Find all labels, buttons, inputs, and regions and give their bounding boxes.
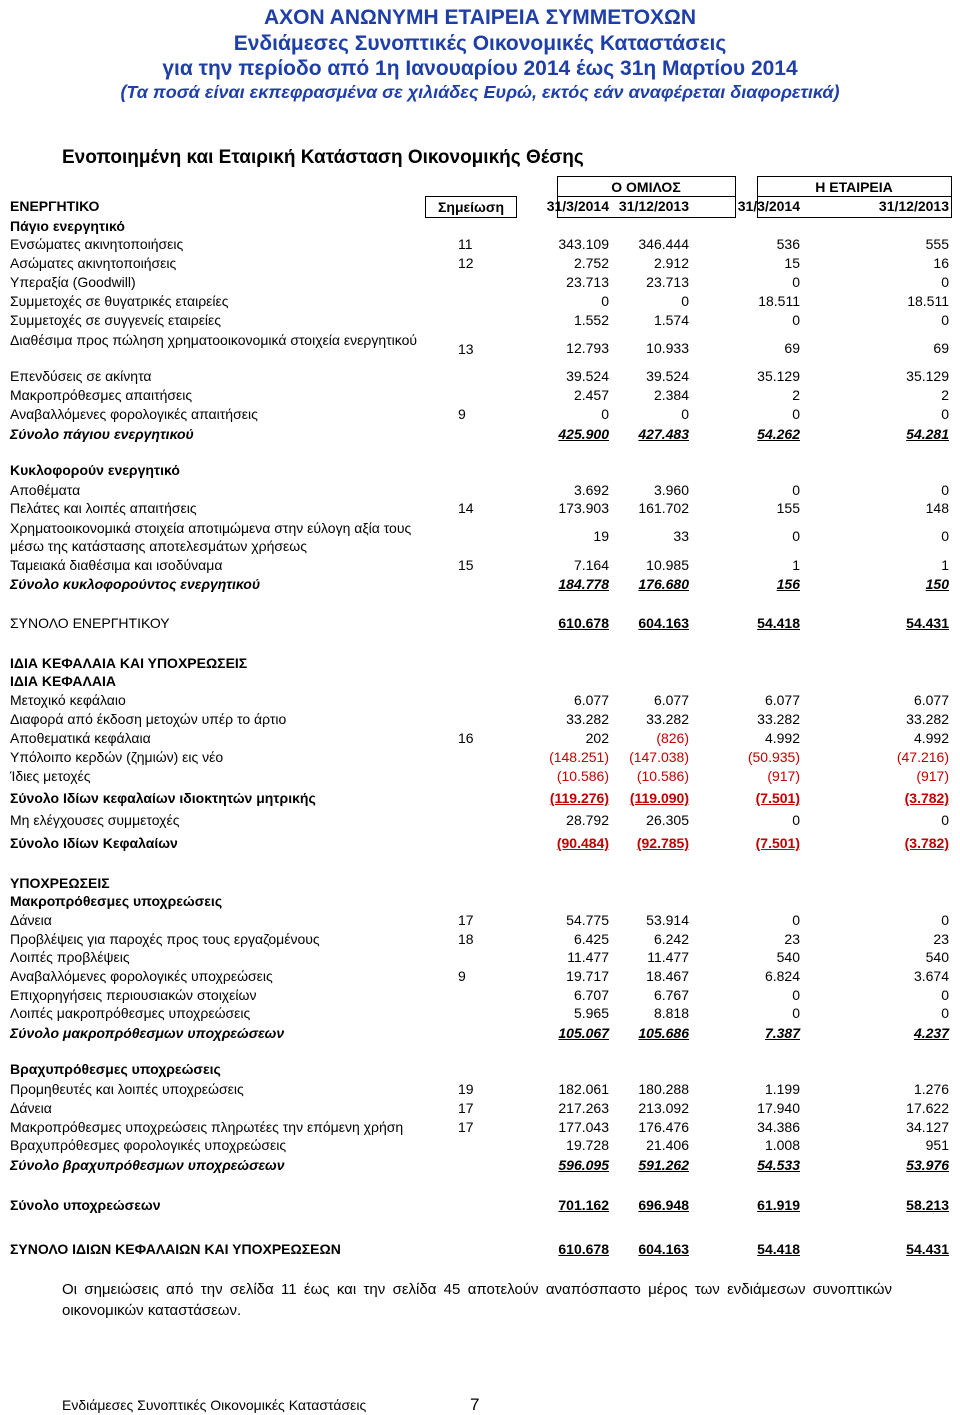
col-header-group-2013: 31/12/2013	[618, 198, 689, 214]
row-value: (47.216)	[896, 749, 949, 765]
row-value: 1	[941, 557, 949, 573]
row-value: 161.702	[638, 500, 689, 516]
row-note: 13	[458, 341, 474, 357]
group-header-divider	[557, 196, 735, 197]
row-value: 2.457	[573, 387, 609, 403]
row-value: 0	[941, 528, 949, 544]
row-value: 7.164	[573, 557, 609, 573]
row-value: 2	[792, 387, 800, 403]
row-value: 12.793	[566, 340, 609, 356]
row-value: 54.775	[566, 912, 609, 928]
assets-heading: ΕΝΕΡΓΗΤΙΚΟ	[10, 198, 100, 214]
row-value: 0	[792, 406, 800, 422]
row-label: Πελάτες και λοιπές απαιτήσεις	[10, 500, 197, 516]
footer-text: Ενδιάμεσες Συνοπτικές Οικονομικές Καταστάσεις	[62, 1397, 367, 1413]
total-value: 105.686	[638, 1025, 689, 1041]
row-label: Λοιπές προβλέψεις	[10, 949, 130, 965]
row-value: 23.713	[566, 274, 609, 290]
row-value: 346.444	[638, 236, 689, 252]
section-current-liabilities: Βραχυπρόθεσμες υποχρεώσεις	[10, 1061, 221, 1077]
row-label: Δάνεια	[10, 1100, 52, 1116]
row-value: 10.933	[646, 340, 689, 356]
row-value: 176.476	[638, 1119, 689, 1135]
col-header-company-2013: 31/12/2013	[878, 198, 949, 214]
row-value: 6.707	[573, 987, 609, 1003]
company-header-divider	[757, 196, 951, 197]
total-value: (92.785)	[636, 835, 689, 851]
row-value: 0	[792, 812, 800, 828]
currency-note: (Τα ποσά είναι εκπεφρασμένα σε χιλιάδες Ευρώ, εκτός εάν αναφέρεται διαφορετικά)	[120, 82, 840, 102]
row-label: Χρηματοοικονομικά στοιχεία αποτιμώμενα στην εύλογη αξία τους μέσω της κατάστασης αποτελεσμάτων χρήσεως	[10, 520, 412, 554]
row-label: Ίδιες μετοχές	[10, 768, 91, 784]
total-value: (119.276)	[549, 790, 609, 806]
row-label: Αποθέματα	[10, 482, 81, 498]
total-value: 156	[776, 576, 800, 592]
row-label: Λοιπές μακροπρόθεσμες υποχρεώσεις	[10, 1005, 251, 1021]
row-value: 180.288	[638, 1081, 689, 1097]
col-header-group-2014: 31/3/2014	[546, 198, 609, 214]
row-note: 17	[458, 912, 474, 928]
total-value: 696.948	[638, 1197, 689, 1213]
total-value: 184.778	[558, 576, 609, 592]
row-value: 0	[941, 312, 949, 328]
row-value: 3.692	[573, 482, 609, 498]
page-title: Ενοποιημένη και Εταιρική Κατάσταση Οικονομικής Θέσης	[62, 147, 584, 168]
row-value: 11.477	[567, 949, 609, 965]
row-value: 3.674	[913, 968, 949, 984]
row-value: (50.935)	[747, 749, 800, 765]
row-value: 34.386	[757, 1119, 800, 1135]
row-value: 15	[784, 255, 800, 271]
row-value: 17.622	[906, 1100, 949, 1116]
row-value: 0	[941, 274, 949, 290]
row-label: Μακροπρόθεσμες απαιτήσεις	[10, 387, 193, 403]
row-value: 69	[933, 340, 949, 356]
total-value: (3.782)	[904, 790, 949, 806]
row-value: (10.586)	[556, 768, 609, 784]
row-note: 9	[458, 406, 466, 422]
row-value: 0	[941, 812, 949, 828]
row-label: Προμηθευτές και λοιπές υποχρεώσεις	[10, 1081, 244, 1097]
row-label: Συμμετοχές σε συγγενείς εταιρείες	[10, 312, 222, 328]
row-value: (148.251)	[549, 749, 609, 765]
statements-title: Ενδιάμεσες Συνοπτικές Οικονομικές Καταστάσεις	[233, 32, 727, 55]
total-value: 604.163	[638, 615, 689, 631]
row-value: 536	[776, 236, 800, 252]
section-non-current-liabilities: Μακροπρόθεσμες υποχρεώσεις	[10, 893, 223, 909]
total-value: 425.900	[558, 426, 609, 442]
total-value: 610.678	[558, 1241, 609, 1257]
row-value: 33.282	[566, 711, 609, 727]
page-number: 7	[470, 1395, 480, 1414]
row-value: 0	[681, 293, 689, 309]
period-title: για την περίοδο από 1η Ιανουαρίου 2014 έως 31η Μαρτίου 2014	[162, 57, 798, 80]
total-label: Σύνολο μακροπρόθεσμων υποχρεώσεων	[10, 1025, 285, 1041]
section-equity-liabilities: ΙΔΙΑ ΚΕΦΑΛΑΙΑ ΚΑΙ ΥΠΟΧΡΕΩΣΕΙΣ	[10, 655, 248, 671]
total-value: 610.678	[558, 615, 609, 631]
total-value: 427.483	[638, 426, 689, 442]
total-value: (7.501)	[755, 835, 800, 851]
row-value: 10.985	[646, 557, 689, 573]
total-value: 54.262	[757, 426, 800, 442]
row-value: 17.940	[757, 1100, 800, 1116]
row-value: 23.713	[646, 274, 689, 290]
total-value: 604.163	[638, 1241, 689, 1257]
total-value: 54.418	[757, 615, 800, 631]
total-label: Σύνολο Ιδίων Κεφαλαίων	[10, 835, 178, 851]
row-value: 69	[784, 340, 800, 356]
total-value: (119.090)	[629, 790, 689, 806]
row-value: (10.586)	[636, 768, 689, 784]
section-liabilities: ΥΠΟΧΡΕΩΣΕΙΣ	[10, 875, 110, 891]
footnote: Οι σημειώσεις από την σελίδα 11 έως και την σελίδα 45 αποτελούν αναπόσπαστο μέρος των ενδιάμεσων συνοπτικών οικονομικών καταστάσεων.	[62, 1281, 892, 1319]
row-value: 8.818	[653, 1005, 689, 1021]
row-value: 343.109	[558, 236, 609, 252]
group-header: Ο ΟΜΙΛΟΣ	[611, 179, 681, 195]
row-label: Υπόλοιπο κερδών (ζημιών) εις νέο	[10, 749, 224, 765]
row-value: 18.511	[758, 293, 800, 309]
total-assets-label: ΣΥΝΟΛΟ ΕΝΕΡΓΗΤΙΚΟΥ	[10, 615, 170, 631]
row-value: 0	[941, 912, 949, 928]
row-value: 6.077	[764, 692, 800, 708]
total-value: 61.919	[757, 1197, 800, 1213]
company-name: ΑΧΟΝ ΑΝΩΝΥΜΗ ΕΤΑΙΡΕΙΑ ΣΥΜΜΕΤΟΧΩΝ	[263, 6, 697, 29]
row-value: 182.061	[558, 1081, 609, 1097]
row-value: 6.824	[764, 968, 800, 984]
row-value: 53.914	[646, 912, 689, 928]
row-value: 16	[933, 255, 949, 271]
row-label: Δάνεια	[10, 912, 52, 928]
row-value: 0	[792, 528, 800, 544]
row-label: Υπεραξία (Goodwill)	[10, 274, 136, 290]
total-label: Σύνολο κυκλοφορούντος ενεργητικού	[10, 576, 261, 592]
row-value: 6.242	[653, 931, 689, 947]
row-value: (147.038)	[629, 749, 689, 765]
col-header-company-2014: 31/3/2014	[737, 198, 800, 214]
total-value: 53.976	[906, 1157, 949, 1173]
row-value: 2.912	[653, 255, 689, 271]
row-label: Μη ελέγχουσες συμμετοχές	[10, 812, 180, 828]
row-value: 2.384	[653, 387, 689, 403]
row-value: 21.406	[646, 1137, 689, 1153]
row-value: 34.127	[906, 1119, 949, 1135]
section-non-current-assets: Πάγιο ενεργητικό	[10, 218, 125, 234]
total-value: 54.418	[757, 1241, 800, 1257]
row-label: Μακροπρόθεσμες υποχρεώσεις πληρωτέες την επόμενη χρήση	[10, 1119, 404, 1135]
row-value: 951	[925, 1137, 949, 1153]
row-value: 0	[941, 482, 949, 498]
row-value: (826)	[656, 730, 689, 746]
row-label: Βραχυπρόθεσμες φορολογικές υποχρεώσεις	[10, 1137, 287, 1153]
row-value: 4.992	[764, 730, 800, 746]
row-value: 6.077	[573, 692, 609, 708]
row-label: Αποθεματικά κεφάλαια	[10, 730, 151, 746]
total-value: 54.431	[906, 1241, 949, 1257]
total-label: Σύνολο υποχρεώσεων	[10, 1197, 161, 1213]
total-value: 591.262	[638, 1157, 689, 1173]
row-note: 17	[458, 1119, 474, 1135]
company-header: Η ΕΤΑΙΡΕΙΑ	[815, 179, 893, 195]
row-value: 33.282	[757, 711, 800, 727]
row-label: Ταμειακά διαθέσιμα και ισοδύναμα	[10, 557, 223, 573]
row-value: 0	[792, 912, 800, 928]
row-value: 39.524	[646, 368, 689, 384]
row-label: Συμμετοχές σε θυγατρικές εταιρείες	[10, 293, 229, 309]
row-note: 17	[458, 1100, 474, 1116]
section-current-assets: Κυκλοφορούν ενεργητικό	[10, 462, 180, 478]
row-value: 33.282	[646, 711, 689, 727]
row-value: 33	[673, 528, 689, 544]
row-value: 1	[792, 557, 800, 573]
row-label: Επενδύσεις σε ακίνητα	[10, 368, 152, 384]
row-value: 19.728	[566, 1137, 609, 1153]
total-value: 701.162	[558, 1197, 609, 1213]
row-note: 16	[458, 730, 474, 746]
row-label: Επιχορηγήσεις περιουσιακών στοιχείων	[10, 987, 257, 1003]
row-value: 6.767	[653, 987, 689, 1003]
row-value: 1.574	[653, 312, 689, 328]
row-value: 26.305	[646, 812, 689, 828]
row-label: Αναβαλλόμενες φορολογικές υποχρεώσεις	[10, 968, 273, 984]
row-value: 0	[681, 406, 689, 422]
total-value: 54.533	[757, 1157, 800, 1173]
row-value: 19	[593, 528, 609, 544]
total-value: 150	[925, 576, 949, 592]
row-value: 0	[792, 1005, 800, 1021]
row-value: 540	[776, 949, 800, 965]
row-note: 9	[458, 968, 466, 984]
row-value: 33.282	[906, 711, 949, 727]
total-value: 7.387	[764, 1025, 800, 1041]
row-value: 148	[925, 500, 949, 516]
row-label: Διαφορά από έκδοση μετοχών υπέρ το άρτιο	[10, 711, 287, 727]
row-value: 23	[784, 931, 800, 947]
row-value: 4.992	[913, 730, 949, 746]
note-column-header: Σημείωση	[437, 199, 504, 215]
row-value: 0	[792, 482, 800, 498]
row-value: 6.077	[653, 692, 689, 708]
row-note: 15	[458, 557, 474, 573]
row-value: 0	[792, 987, 800, 1003]
row-value: 5.965	[573, 1005, 609, 1021]
row-value: 0	[601, 406, 609, 422]
row-label: Αναβαλλόμενες φορολογικές απαιτήσεις	[10, 406, 258, 422]
row-value: 1.199	[764, 1081, 800, 1097]
row-value: 177.043	[558, 1119, 609, 1135]
total-value: 54.431	[906, 615, 949, 631]
row-label: Διαθέσιμα προς πώληση χρηματοοικονομικά στοιχεία ενεργητικού	[10, 332, 418, 348]
row-value: 39.524	[566, 368, 609, 384]
total-value: 105.067	[558, 1025, 609, 1041]
total-label: Σύνολο Ιδίων κεφαλαίων ιδιοκτητών μητρικής	[10, 790, 316, 806]
row-note: 18	[458, 931, 474, 947]
row-value: 23	[933, 931, 949, 947]
row-value: 213.092	[638, 1100, 689, 1116]
row-value: 18.467	[646, 968, 689, 984]
row-note: 14	[458, 500, 474, 516]
row-value: 35.129	[906, 368, 949, 384]
row-value: 217.263	[558, 1100, 609, 1116]
row-value: 0	[792, 274, 800, 290]
row-value: (917)	[767, 768, 800, 784]
row-value: 1.552	[573, 312, 609, 328]
row-note: 12	[458, 255, 474, 271]
row-value: 1.276	[913, 1081, 949, 1097]
row-value: 19.717	[566, 968, 609, 984]
row-label: Ενσώματες ακινητοποιήσεις	[10, 236, 184, 252]
section-equity: ΙΔΙΑ ΚΕΦΑΛΑΙΑ	[10, 673, 116, 689]
total-value: 596.095	[558, 1157, 609, 1173]
total-value: (90.484)	[556, 835, 609, 851]
row-value: 11.477	[647, 949, 689, 965]
row-label: Μετοχικό κεφάλαιο	[10, 692, 126, 708]
row-value: 202	[585, 730, 609, 746]
row-value: 6.077	[913, 692, 949, 708]
row-value: (917)	[916, 768, 949, 784]
row-note: 11	[458, 236, 473, 252]
total-value: 54.281	[906, 426, 949, 442]
row-label: Προβλέψεις για παροχές προς τους εργαζομένους	[10, 931, 320, 947]
row-value: 173.903	[558, 500, 609, 516]
row-value: 0	[941, 987, 949, 1003]
total-label: Σύνολο βραχυπρόθεσμων υποχρεώσεων	[10, 1157, 285, 1173]
total-label: Σύνολο πάγιου ενεργητικού	[10, 426, 194, 442]
row-value: 0	[941, 1005, 949, 1021]
row-value: 155	[776, 500, 800, 516]
total-value: 4.237	[913, 1025, 949, 1041]
total-value: 58.213	[906, 1197, 949, 1213]
row-value: 540	[925, 949, 949, 965]
row-note: 19	[458, 1081, 474, 1097]
row-value: 18.511	[907, 293, 949, 309]
row-value: 28.792	[566, 812, 609, 828]
row-value: 1.008	[764, 1137, 800, 1153]
row-value: 2	[941, 387, 949, 403]
row-value: 2.752	[573, 255, 609, 271]
row-value: 6.425	[573, 931, 609, 947]
row-label: Ασώματες ακινητοποιήσεις	[10, 255, 177, 271]
total-label: ΣΥΝΟΛΟ ΙΔΙΩΝ ΚΕΦΑΛΑΙΩΝ ΚΑΙ ΥΠΟΧΡΕΩΣΕΩΝ	[10, 1241, 341, 1257]
row-value: 0	[941, 406, 949, 422]
total-value: (3.782)	[904, 835, 949, 851]
row-value: 0	[601, 293, 609, 309]
total-value: (7.501)	[755, 790, 800, 806]
total-value: 176.680	[638, 576, 689, 592]
row-value: 3.960	[653, 482, 689, 498]
row-value: 0	[792, 312, 800, 328]
row-value: 555	[925, 236, 949, 252]
row-value: 35.129	[757, 368, 800, 384]
